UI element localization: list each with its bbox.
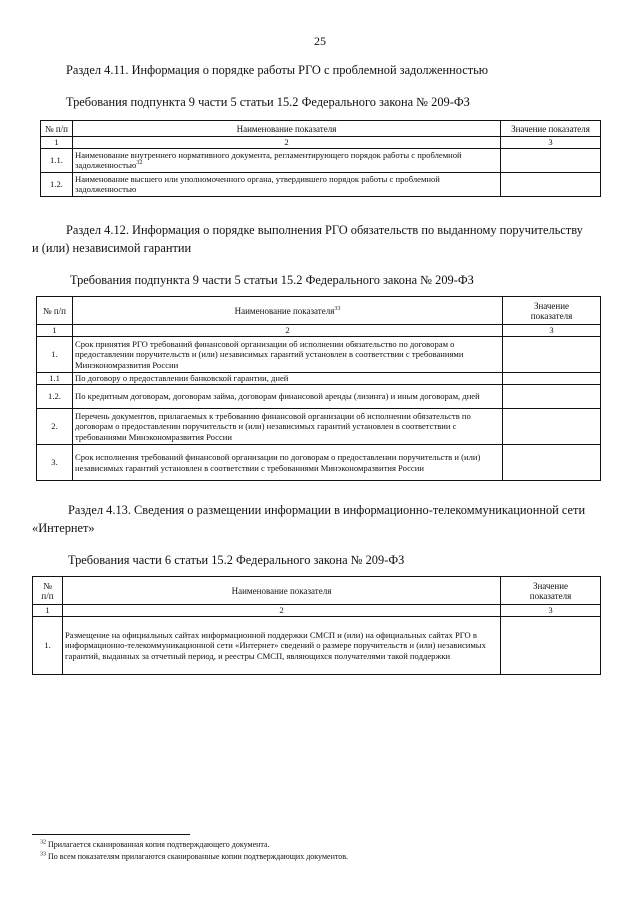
row-number: 2. [37, 409, 73, 445]
col-header-num: № п/п [33, 577, 63, 605]
section-4-12-title-line1: Раздел 4.12. Информация о порядке выполнения РГО обязательств по выданному поручительству [66, 223, 583, 237]
col-index-2: 2 [73, 325, 503, 337]
footnote-33: $^{33}$ По всем показателям прилагаются сканированные копии подтверждающих документов. [40, 851, 349, 861]
col-header-value: Значение показателя [501, 121, 601, 137]
row-value [501, 617, 601, 675]
table-4-12 [36, 296, 601, 481]
col-index-1: 1 [33, 605, 63, 617]
row-number: 1.1 [37, 373, 73, 385]
col-header-value: Значение показателя [501, 577, 601, 605]
footnote-ref: 32 [136, 160, 143, 167]
row-text: Перечень документов, прилагаемых к требованию финансовой организации об исполнении обязательств по договорам о предоставлении поручительств и (или) независимых гарантий установлен в соответствии с требованиями Минэкономразвития России [73, 409, 503, 445]
col-index-1: 1 [37, 325, 73, 337]
table-4-11 [40, 120, 601, 197]
row-text: Срок исполнения требований финансовой организации по договорам о предоставлении поручительств и (или) независимых гарантий установлен в соответствии с требованиями Минэкономразвития России [73, 445, 503, 481]
table-row [37, 409, 601, 445]
row-text: Наименование внутреннего нормативного документа, регламентирующего порядок работы с проблемной задолженностью$^{32}$ [73, 148, 501, 172]
table-row [41, 148, 601, 172]
col-index-1: 1 [41, 137, 73, 149]
section-4-13-title-line2: «Интернет» [32, 521, 95, 535]
row-value [501, 172, 601, 196]
table-row [33, 617, 601, 675]
section-4-11-title: Раздел 4.11. Информация о порядке работы РГО с проблемной задолженностью [66, 63, 489, 77]
row-text: Срок принятия РГО требований финансовой организации об исполнении обязательство по договорам о предоставлении поручительств и (или) независимых гарантий установлен в соответствии с требованиями Минэкономразвития России [73, 337, 503, 373]
footnote-divider [32, 834, 190, 835]
table-row [41, 172, 601, 196]
col-header-name: Наименование показателя$^{33}$ [73, 297, 503, 325]
row-value [503, 373, 601, 385]
col-header-value: Значение показателя [503, 297, 601, 325]
row-number: 3. [37, 445, 73, 481]
col-header-num: № п/п [41, 121, 73, 137]
table-row [37, 385, 601, 409]
section-4-12-requirement: Требования подпункта 9 части 5 статьи 15.2 Федерального закона № 209-ФЗ [70, 273, 474, 287]
row-text: Наименование высшего или уполномоченного органа, утвердившего порядок работы с проблемной задолженностью [73, 172, 501, 196]
row-value [503, 445, 601, 481]
table-row [37, 337, 601, 373]
section-4-11-requirement: Требования подпункта 9 части 5 статьи 15.2 Федерального закона № 209-ФЗ [66, 95, 470, 109]
col-index-2: 2 [73, 137, 501, 149]
section-4-13-title-line1: Раздел 4.13. Сведения о размещении информации в информационно-телекоммуникационной сети [68, 503, 586, 517]
table-row [37, 445, 601, 481]
col-index-2: 2 [63, 605, 501, 617]
row-number: 1. [33, 617, 63, 675]
col-index-3: 3 [501, 137, 601, 149]
row-number: 1.1. [41, 148, 73, 172]
row-text: По договору о предоставлении банковской гарантии, дней [73, 373, 503, 385]
row-value [503, 385, 601, 409]
col-index-3: 3 [503, 325, 601, 337]
row-number: 1.2. [41, 172, 73, 196]
row-value [503, 337, 601, 373]
row-text: Размещение на официальных сайтах информационной поддержки СМСП и (или) на официальных сайтах РГО в информационно-телекоммуникационной сети «Интернет» сведений о размере поручительств и (или) независимых гарантий, выданных за отчетный период, и реестры СМСП, являющихся получателями такой поддержки [63, 617, 501, 675]
table-row [37, 373, 601, 385]
col-header-name: Наименование показателя [73, 121, 501, 137]
page-number: 25 [314, 34, 326, 48]
col-index-3: 3 [501, 605, 601, 617]
row-value [503, 409, 601, 445]
section-4-13-requirement: Требования части 6 статьи 15.2 Федерального закона № 209-ФЗ [68, 553, 405, 567]
row-text: По кредитным договорам, договорам займа, договорам финансовой аренды (лизинга) и иным договорам, дней [73, 385, 503, 409]
row-number: 1. [37, 337, 73, 373]
footnote-ref: 33 [334, 305, 341, 312]
section-4-12-title-line2: и (или) независимой гарантии [32, 241, 192, 255]
footnote-32: $^{32}$ Прилагается сканированная копия подтверждающего документа. [40, 839, 270, 849]
col-header-name: Наименование показателя [63, 577, 501, 605]
table-4-13 [32, 576, 601, 675]
row-number: 1.2. [37, 385, 73, 409]
col-header-num: № п/п [37, 297, 73, 325]
row-value [501, 148, 601, 172]
